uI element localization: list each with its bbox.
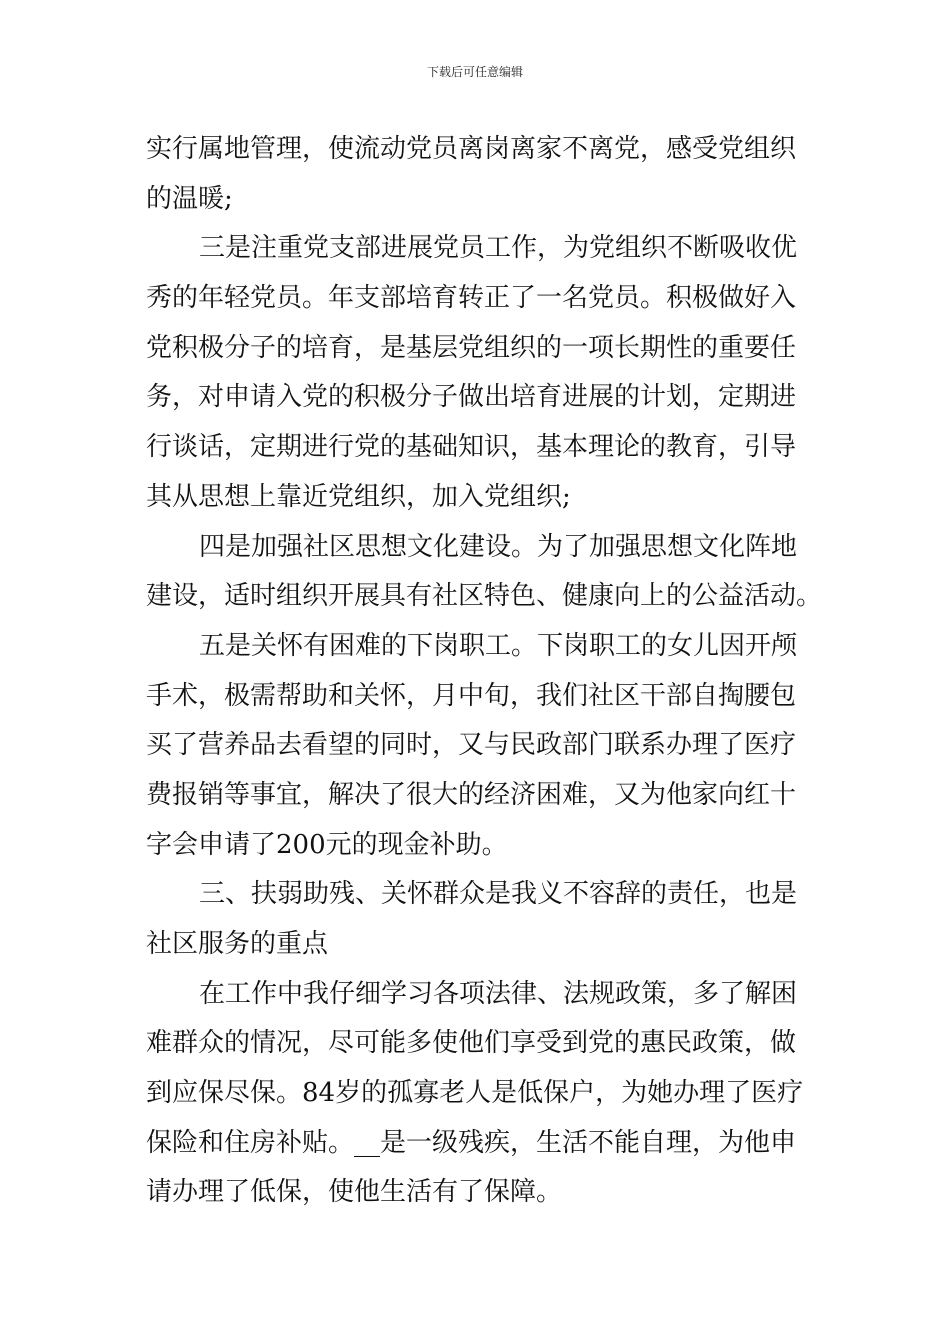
text-line: 费报销等事宜，解决了很大的经济困难，又为他家向红十 — [146, 779, 797, 810]
page-header-note: 下载后可任意编辑 — [426, 65, 523, 79]
text-line: 秀的年轻党员。年支部培育转正了一名党员。积极做好入 — [146, 283, 797, 314]
text-line: 实行属地管理，使流动党员离岗离家不离党，感受党组织 — [146, 134, 797, 164]
text-line: 建设，适时组织开展具有社区特色、健康向上的公益活动。 — [146, 581, 823, 612]
text-line: 难群众的情况，尽可能多使他们享受到党的惠民政策，做 — [146, 1028, 797, 1059]
text-line: 手术，极需帮助和关怀，月中旬，我们社区干部自掏腰包 — [146, 680, 797, 711]
text-line: 党积极分子的培育，是基层党组织的一项长期性的重要任 — [146, 332, 797, 363]
paragraph-start-line: 五是关怀有困难的下岗职工。下岗职工的女儿因开颅 — [199, 630, 798, 661]
section-heading-line: 三、扶弱助残、关怀群众是我义不容辞的责任，也是 — [199, 879, 798, 910]
document-body — [146, 125, 823, 1218]
text-line: 买了营养品去看望的同时，又与民政部门联系办理了医疗 — [146, 730, 797, 761]
paragraph-start-line: 在工作中我仔细学习各项法律、法规政策，多了解困 — [199, 978, 798, 1009]
text-line: 其从思想上靠近党组织，加入党组织; — [146, 481, 571, 512]
text-line: 的温暖; — [146, 183, 233, 214]
text-line: 请办理了低保，使他生活有了保障。 — [146, 1177, 563, 1208]
text-line: 务，对申请入党的积极分子做出培育进展的计划，定期进 — [146, 382, 797, 413]
paragraph-start-line: 三是注重党支部进展党员工作，为党组织不断吸收优 — [199, 233, 798, 264]
section-heading-line: 社区服务的重点 — [146, 929, 329, 959]
text-line: 到应保尽保。84岁的孤寡老人是低保户，为她办理了医疗 — [146, 1078, 804, 1109]
text-line: 保险和住房补贴。__是一级残疾，生活不能自理，为他申 — [146, 1127, 797, 1158]
text-line: 行谈话，定期进行党的基础知识，基本理论的教育，引导 — [146, 432, 797, 463]
text-line: 字会申请了200元的现金补助。 — [146, 829, 508, 860]
paragraph-start-line: 四是加强社区思想文化建设。为了加强思想文化阵地 — [199, 531, 798, 562]
